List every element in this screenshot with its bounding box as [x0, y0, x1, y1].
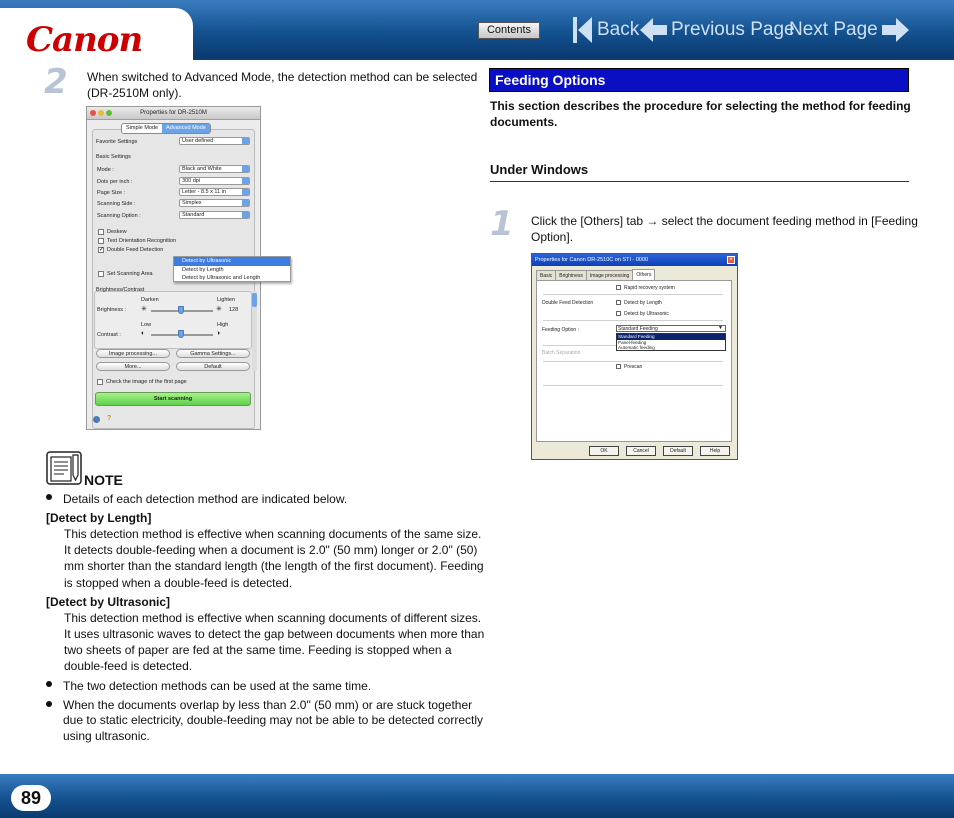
feeding-option-label: Feeding Option : [542, 327, 579, 333]
feeding-option-list [616, 333, 726, 351]
set-scanning-area-label: Set Scanning Area [107, 271, 153, 277]
bullet-2 [46, 681, 52, 687]
footer-bar [0, 774, 954, 818]
tab-advanced-mode[interactable]: Advanced Mode [162, 124, 210, 133]
favorite-settings-select[interactable]: User defined [179, 137, 250, 145]
detect-by-length-label: Detect by Length [624, 300, 662, 306]
check-first-page-label: Check the image of the first page [106, 379, 187, 385]
arrow-right-icon [881, 15, 909, 45]
divider [543, 385, 723, 386]
back-button[interactable] [572, 14, 642, 46]
low-label: Low [141, 322, 152, 328]
more-button[interactable]: More... [96, 362, 170, 371]
bullet-1 [46, 494, 52, 500]
bullet3-line-2: due to static electricity, double-feeding may not be able to be detected correctly [63, 713, 484, 727]
deskew-label: Deskew [107, 229, 127, 235]
divider [543, 294, 723, 295]
popup-item-ultrasonic[interactable]: Detect by Ultrasonic [174, 257, 290, 266]
brightness-contrast-heading: Brightness/Contrast [96, 287, 145, 293]
detect-by-ultrasonic-checkbox[interactable] [616, 311, 621, 316]
set-scanning-area-checkbox[interactable] [98, 271, 104, 277]
previous-page-button[interactable] [640, 14, 798, 46]
detect-by-ultrasonic-heading: [Detect by Ultrasonic] [46, 595, 171, 609]
double-feed-label: Double Feed Detection [107, 247, 164, 253]
note-icon [46, 451, 82, 485]
dpi-label: Dots per inch : [97, 179, 133, 185]
back-label: Back [597, 19, 640, 40]
bullet3-line-1: When the documents overlap by less than 2.0" (50 mm) or are stuck together [63, 698, 473, 712]
scanning-option-select[interactable]: Standard [179, 211, 250, 219]
next-page-button[interactable] [786, 14, 909, 46]
lighten-label: Lighten [217, 297, 236, 303]
tab-image-processing[interactable]: Image processing [586, 270, 633, 280]
mac-scrollbar[interactable] [252, 291, 257, 371]
list-item-standard-feeding[interactable]: Standard Feeding [617, 334, 725, 340]
length-line-2: It detects double-feeding when a document is 2.0" (50 mm) longer or 2.0" (50) [64, 543, 478, 557]
note-bullet2-text: The two detection methods can be used at the same time. [63, 679, 372, 693]
double-feed-checkbox[interactable] [98, 247, 104, 253]
mode-label: Mode : [97, 167, 114, 173]
scanning-side-label: Scanning Side : [97, 201, 136, 207]
section-title-bar: Feeding Options [489, 68, 909, 92]
mac-dialog-title: Properties for DR-2510M [140, 110, 207, 116]
back-icon [572, 15, 594, 45]
contrast-slider-knob[interactable] [178, 330, 184, 338]
mac-properties-dialog [86, 106, 261, 430]
sub-heading: Under Windows [490, 162, 589, 177]
step2-text-line2: (DR-2510M only). [87, 86, 182, 100]
check-first-page-checkbox[interactable] [97, 379, 103, 385]
win-titlebar [532, 254, 737, 266]
tab-simple-mode[interactable]: Simple Mode [122, 124, 162, 133]
step1-text-line2: Option]. [531, 230, 574, 244]
note-label: NOTE [84, 472, 123, 488]
info-icon[interactable] [93, 416, 100, 423]
popup-item-ultrasonic-and-length[interactable]: Detect by Ultrasonic and Length [182, 275, 261, 281]
gamma-settings-button[interactable]: Gamma Settings... [176, 349, 250, 358]
page-size-select[interactable]: Letter - 8.5 x 11 in [179, 188, 250, 196]
contrast-label: Contrast : [97, 332, 121, 338]
next-page-label: Next Page [789, 19, 878, 40]
rapid-recovery-checkbox[interactable] [616, 285, 621, 290]
length-line-1: This detection method is effective when scanning documents of the same size. [64, 527, 482, 541]
start-scanning-button[interactable]: Start scanning [95, 392, 251, 406]
sun-light-icon: ✳ [216, 306, 222, 313]
detection-method-popup [173, 256, 291, 282]
scanning-option-label: Scanning Option : [97, 213, 141, 219]
default-button[interactable]: Default [663, 446, 693, 456]
help-icon[interactable]: ? [107, 415, 112, 422]
text-orientation-checkbox[interactable] [98, 238, 104, 244]
ultra-line-2: It uses ultrasonic waves to detect the gap between documents when more than [64, 627, 485, 641]
rapid-recovery-label: Rapid recovery system [624, 285, 675, 291]
scanning-side-select[interactable]: Simplex [179, 199, 250, 207]
brightness-label: Brightness : [97, 307, 127, 313]
step1-text-line1: Click the [Others] tab → select the document feeding method in [Feeding [531, 214, 918, 228]
sub-heading-rule [490, 181, 909, 182]
close-icon[interactable]: × [727, 256, 735, 264]
brightness-value: 128 [229, 307, 239, 313]
win-tabs [536, 270, 654, 280]
cancel-button[interactable]: Cancel [626, 446, 656, 456]
tab-brightness[interactable]: Brightness [555, 270, 587, 280]
detect-by-length-heading: [Detect by Length] [46, 511, 152, 525]
text-orientation-label: Text Orientation Recognition [107, 238, 177, 244]
bullet-3 [46, 701, 52, 707]
bullet3-line-3: using ultrasonic. [63, 729, 150, 743]
contrast-high-icon: ◑ [216, 330, 221, 337]
darken-label: Darken [141, 297, 159, 303]
page-number: 89 [11, 785, 51, 811]
divider [543, 361, 723, 362]
windows-properties-dialog [531, 253, 738, 460]
double-feed-detection-label: Double Feed Detection [542, 300, 594, 306]
win-dialog-title: Properties for Canon DR-2510C on STI - 0000 [535, 257, 649, 263]
sun-dark-icon: ✳ [141, 306, 147, 313]
ultra-line-3: two sheets of paper are fed at the same time. Feeding is stopped when a [64, 643, 452, 657]
prescan-checkbox[interactable] [616, 364, 621, 369]
feeding-option-select[interactable]: Standard Feeding [616, 325, 726, 332]
image-processing-button[interactable]: Image processing... [96, 349, 170, 358]
detect-by-length-checkbox[interactable] [616, 300, 621, 305]
contrast-low-icon: ◐ [141, 330, 146, 337]
note-bullet1-text: Details of each detection method are indicated below. [63, 492, 348, 506]
detect-by-ultrasonic-label: Detect by Ultrasonic [624, 311, 669, 317]
popup-item-length[interactable]: Detect by Length [182, 266, 224, 273]
intro-line-1: This section describes the procedure for selecting the method for feeding [490, 99, 911, 113]
step-number-2: 2 [44, 62, 68, 102]
step2-text-line1: When switched to Advanced Mode, the detection method can be selected [87, 70, 478, 84]
divider [543, 320, 723, 321]
help-button[interactable]: Help [700, 446, 730, 456]
mode-select[interactable]: Black and White [179, 165, 250, 173]
step-number-1: 1 [490, 204, 514, 244]
list-item-panel-feeding[interactable]: Panel-feeding [618, 339, 647, 345]
high-label: High [217, 322, 229, 328]
favorite-settings-label: Favorite Settings [96, 139, 138, 145]
basic-settings-heading: Basic Settings [96, 154, 131, 160]
ultra-line-1: This detection method is effective when scanning documents of different sizes. [64, 611, 482, 625]
tab-others[interactable]: Others [632, 269, 655, 280]
brightness-slider-knob[interactable] [178, 306, 184, 314]
batch-separation-label: Batch Separation [542, 350, 581, 356]
scrollbar-thumb[interactable] [252, 293, 257, 307]
deskew-checkbox[interactable] [98, 229, 104, 235]
ok-button[interactable]: OK [589, 446, 619, 456]
arrow-left-icon [640, 15, 668, 45]
prescan-label: Prescan [624, 364, 643, 370]
page-size-label: Page Size : [97, 190, 126, 196]
mac-titlebar [87, 107, 260, 120]
logo-box [0, 8, 193, 60]
list-item-automatic-feeding[interactable]: Automatic feeding [618, 345, 655, 350]
dropdown-arrow-icon[interactable]: ▼ [718, 325, 723, 331]
length-line-3: mm shorter than the standard length (the length of the first document). Feeding [64, 559, 484, 573]
contents-button[interactable]: Contents [478, 22, 540, 39]
tab-basic[interactable]: Basic [536, 270, 556, 280]
previous-page-label: Previous Page [671, 19, 795, 40]
default-button[interactable]: Default [176, 362, 250, 371]
ultra-line-4: double-feed is detected. [64, 659, 193, 673]
intro-line-2: documents. [490, 115, 558, 129]
mode-segmented-control [121, 123, 211, 134]
canon-logo: Canon [26, 20, 143, 60]
dpi-select[interactable]: 300 dpi [179, 177, 250, 185]
length-line-4: is stopped when a double-feed is detected. [64, 576, 293, 590]
